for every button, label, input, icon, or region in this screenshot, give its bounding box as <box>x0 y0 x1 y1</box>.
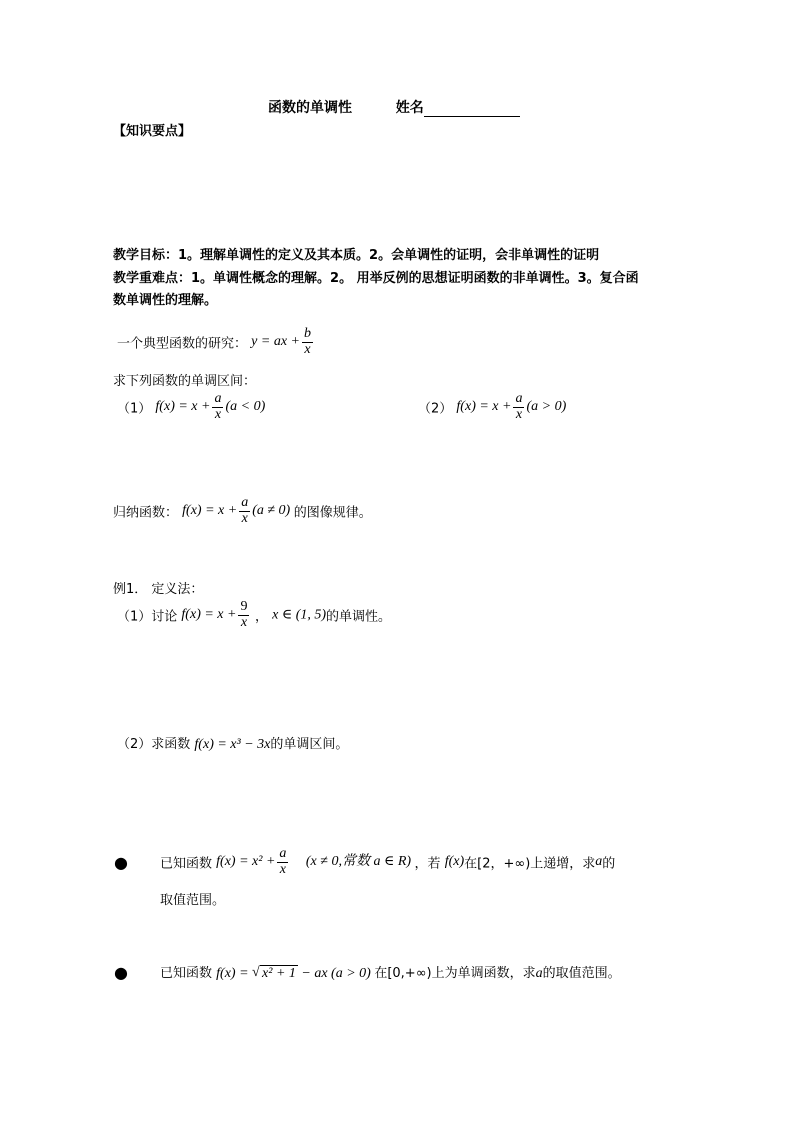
item-1-lhs: f(x) = x + <box>155 399 211 415</box>
bullet-1-text <box>160 847 615 877</box>
bullet2-prefix: 已知函数 <box>160 966 213 981</box>
frac-num: a <box>279 846 287 861</box>
frac-den: x <box>304 341 311 357</box>
frac-den: x <box>279 861 286 877</box>
item-2 <box>418 392 566 422</box>
ex1-part1-comma: ， <box>254 609 268 625</box>
typical-lhs: y = ax + <box>251 334 300 350</box>
bullet1-expr <box>216 846 414 877</box>
typical-fraction <box>302 327 313 357</box>
intervals-prompt: 求下列函数的单调区间： <box>113 374 257 389</box>
item-1-cond: (a < 0) <box>225 399 266 415</box>
teaching-key-points-cont: 数单调性的理解。 <box>113 293 218 308</box>
bullet-1-line-2: 取值范围。 <box>160 893 226 908</box>
example-1-part-2 <box>117 733 348 753</box>
item-1 <box>117 392 265 422</box>
frac-den: x <box>241 510 248 526</box>
sqrt-symbol: √ x² + 1 <box>252 965 296 981</box>
bullet-1-icon: ● <box>114 853 128 872</box>
frac-num: a <box>515 391 523 406</box>
bullet1-tail: 的 <box>602 856 616 872</box>
example-1-title: 例1． 定义法： <box>113 582 204 597</box>
name-label: 姓名 <box>395 100 424 116</box>
bullet2-lhs: f(x) = <box>216 966 249 981</box>
bullet2-radicand: x² + 1 <box>262 966 296 981</box>
bullet1-fx: f(x) <box>444 854 465 870</box>
induct-lhs: f(x) = x + <box>182 503 238 519</box>
name-blank <box>424 102 520 117</box>
ex1-part1-label: （1）讨论 <box>117 609 178 625</box>
typical-expr <box>251 326 315 357</box>
bullet2-expr <box>216 966 374 981</box>
item-2-expr <box>456 391 567 422</box>
ex1-part1-lhs: f(x) = x + <box>181 607 237 623</box>
item-1-expr <box>155 391 266 422</box>
item-2-fraction <box>513 392 524 422</box>
ex1-part2-expr: f(x) = x³ − 3x <box>194 737 271 752</box>
induct-expr <box>182 495 294 526</box>
frac-num: 9 <box>240 599 248 614</box>
bullet-2-text <box>160 962 621 982</box>
section-label: 【知识要点】 <box>113 124 192 139</box>
bullet2-tail: 的取值范围。 <box>542 966 621 981</box>
bullet2-a: a <box>535 966 543 981</box>
item-2-cond: (a > 0) <box>526 399 567 415</box>
ex1-part1-domain: x ∈ (1, 5) <box>272 607 327 623</box>
title-text: 函数的单调性 <box>268 100 352 116</box>
item-1-label: （1） <box>117 401 152 417</box>
item-2-label: （2） <box>418 401 453 417</box>
bullet1-fraction <box>277 847 288 877</box>
bullet2-rhs: − ax (a > 0) <box>301 966 371 981</box>
bullet2-mid: 在[0,+∞)上为单调函数，求 <box>374 966 536 981</box>
item-1-fraction <box>212 392 223 422</box>
ex1-part1-suffix: 的单调性。 <box>326 609 392 625</box>
teaching-key-points: 教学重难点：1。单调性概念的理解。2。 用举反例的思想证明函数的非单调性。3。复合函 <box>113 271 639 286</box>
ex1-part1-expr <box>181 599 255 630</box>
frac-den: x <box>214 406 222 422</box>
induction-line <box>113 496 372 526</box>
bullet-2-icon: ● <box>114 963 128 982</box>
item-2-lhs: f(x) = x + <box>456 399 512 415</box>
ex1-part1-fraction <box>238 600 249 630</box>
typical-function-line <box>117 327 315 357</box>
teaching-goals: 教学目标：1。理解单调性的定义及其本质。2。会单调性的证明，会非单调性的证明 <box>113 248 600 263</box>
page-title <box>268 97 520 117</box>
frac-num: b <box>303 326 311 341</box>
bullet1-mid: ，若 <box>414 856 441 872</box>
typical-prefix: 一个典型函数的研究： <box>117 336 248 352</box>
frac-num: a <box>214 391 222 406</box>
induct-suffix: 的图像规律。 <box>293 505 372 521</box>
example-1-part-1 <box>117 600 391 630</box>
bullet1-lhs: f(x) = x² + <box>216 854 276 870</box>
bullet1-range: 在[2，+∞)上递增，求 <box>464 856 596 872</box>
induct-fraction <box>239 496 250 526</box>
bullet1-cond: (x ≠ 0,常数 a ∈ R) <box>305 854 412 870</box>
ex1-part2-suffix: 的单调区间。 <box>270 737 349 752</box>
ex1-part2-label: （2）求函数 <box>117 737 191 752</box>
induct-prefix: 归纳函数： <box>113 505 179 521</box>
induct-cond: (a ≠ 0) <box>252 503 291 519</box>
frac-num: a <box>241 495 249 510</box>
frac-den: x <box>240 614 248 630</box>
bullet1-a: a <box>595 854 603 870</box>
frac-den: x <box>515 406 523 422</box>
bullet1-prefix: 已知函数 <box>160 856 213 872</box>
